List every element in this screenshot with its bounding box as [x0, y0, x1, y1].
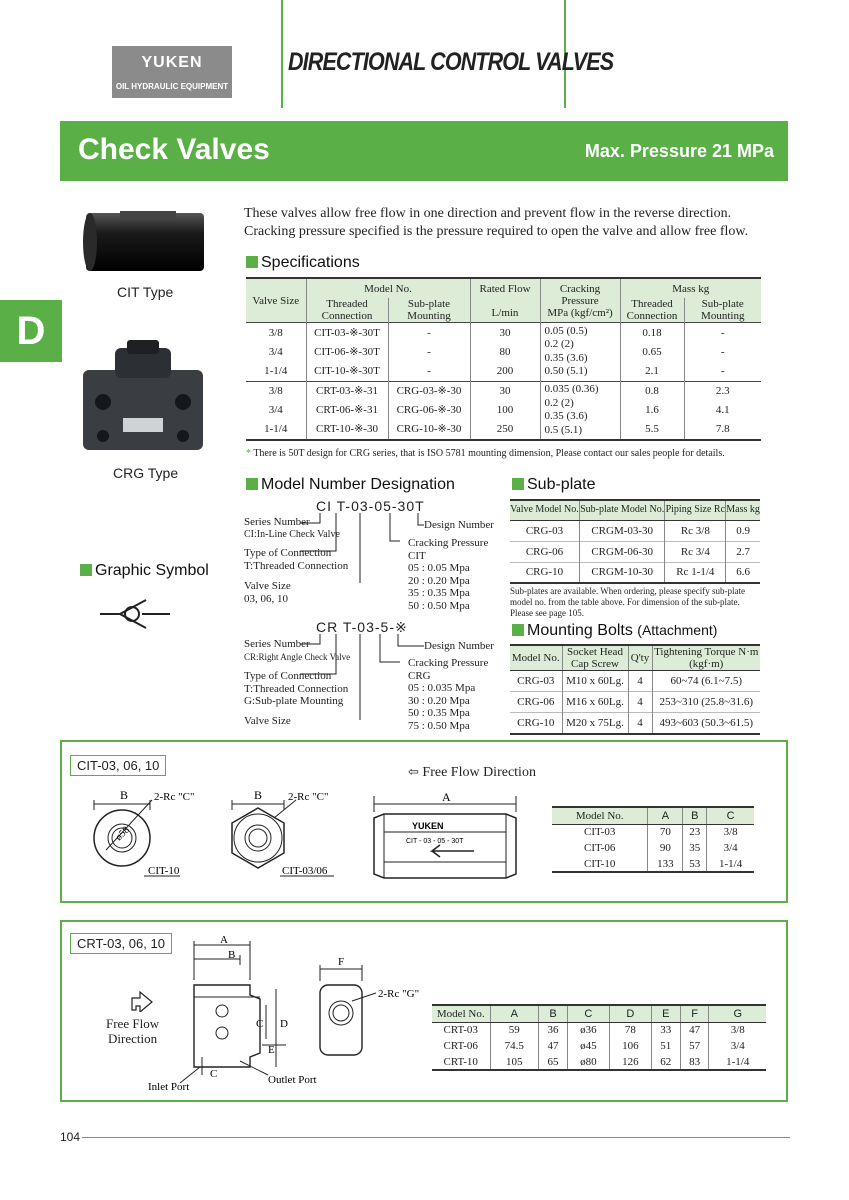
mounting-bolts-heading-text: Mounting Bolts — [527, 622, 633, 639]
cit-type-connection — [244, 547, 348, 572]
table-row — [510, 541, 760, 562]
cell: 1-1/4 — [709, 1054, 766, 1070]
label: CIT — [408, 549, 426, 562]
th-valve-model: Valve Model No. — [510, 500, 579, 520]
cell: 65 — [539, 1054, 568, 1070]
th-cracking-pressure — [540, 278, 620, 323]
heading-square-icon — [512, 624, 524, 636]
dim-a: A — [220, 935, 228, 946]
cell: 74.5 — [490, 1038, 539, 1054]
table-row — [432, 1022, 766, 1038]
cell: CRT-03 — [443, 1024, 478, 1037]
cell: 1-1/4 — [707, 856, 754, 872]
cell-mass-subplate: - — [684, 323, 761, 343]
table-row — [246, 342, 761, 362]
label: 50 : 0.35 Mpa — [408, 707, 470, 719]
cell: 51 — [651, 1038, 680, 1054]
cell: 62 — [651, 1054, 680, 1070]
dim-b-label: B — [120, 790, 129, 802]
dim-d: D — [280, 1018, 288, 1030]
cell-mass-threaded: 0.65 — [620, 342, 684, 362]
rc-g-label: 2-Rc "G" — [378, 988, 420, 1000]
cell: M16 x 60Lg. — [562, 692, 628, 713]
cell-mass-threaded: 1.6 — [620, 401, 684, 421]
th-qty: Q'ty — [628, 645, 652, 671]
cell: 83 — [680, 1054, 709, 1070]
body-brand: YUKEN — [412, 821, 444, 831]
cell-mass-subplate: - — [684, 362, 761, 382]
cell-flow: 30 — [470, 381, 540, 401]
crt-series-number — [244, 638, 350, 663]
label: Cracking Pressure — [408, 657, 489, 669]
mounting-bolts-heading — [512, 622, 717, 640]
label: Direction — [108, 1031, 158, 1046]
cracking-value: 0.05 (0.5) — [544, 324, 588, 337]
cell: Rc 3/8 — [665, 520, 726, 541]
cell: CIT-10 — [584, 857, 616, 870]
cell-mass-threaded: 0.18 — [620, 323, 684, 343]
th-rated-flow — [470, 278, 540, 323]
cell: 60~74 (6.1~7.5) — [652, 671, 760, 692]
cell-flow: 30 — [470, 323, 540, 343]
cit-type-caption: CIT Type — [117, 284, 174, 300]
label: Cracking Pressure — [408, 537, 489, 549]
cell: 47 — [539, 1038, 568, 1054]
cell-subplate: - — [388, 362, 470, 382]
table-row — [552, 856, 754, 872]
th-model-no: Model No. — [510, 645, 562, 671]
cit-end-views-drawing — [84, 790, 364, 885]
cracking-value: 0.35 (3.6) — [544, 410, 588, 422]
cell-size: 3/8 — [246, 323, 306, 343]
model-number-heading — [246, 476, 455, 494]
cell: 3/8 — [707, 824, 754, 840]
cell: 3/4 — [709, 1038, 766, 1054]
table-row — [246, 362, 761, 382]
cell-size: 3/4 — [268, 404, 283, 417]
cell-flow: 100 — [470, 401, 540, 421]
cell: CRT-10 — [443, 1055, 478, 1068]
cell-cracking-cit — [540, 323, 620, 382]
subplate-note: Sub-plates are available. When ordering, please specify sub-plate model no. from the table above. For dimension of the sub-plate. Please see page 105. — [510, 586, 745, 618]
th-piping-size: Piping Size Rc — [665, 500, 726, 520]
cell-flow: 250 — [470, 420, 540, 440]
cell-size: 1-1/4 — [264, 423, 288, 436]
dim-a-label: A — [442, 790, 451, 804]
cell: 78 — [609, 1022, 651, 1038]
cell: CIT-06 — [584, 842, 616, 854]
rc-c-label: 2-Rc "C" — [154, 791, 195, 803]
subplate-heading-text: Sub-plate — [527, 476, 596, 493]
cell: ø45 — [567, 1038, 609, 1054]
cell: 59 — [490, 1022, 539, 1038]
label: Type of Connection — [244, 670, 332, 682]
cracking-value: 0.2 (2) — [544, 396, 574, 409]
check-valve-symbol-icon — [100, 596, 170, 632]
th-c: C — [707, 807, 754, 824]
crg-type-caption: CRG Type — [113, 465, 179, 481]
th-cracking-unit: MPa (kgf/cm²) — [547, 306, 613, 319]
label: Valve Size — [244, 580, 291, 592]
label: Type of Connection — [244, 547, 332, 559]
cell: 4 — [628, 713, 652, 734]
subplate-heading — [512, 476, 596, 494]
cit-dimension-table — [552, 806, 754, 873]
cell: CRG-06 — [510, 692, 562, 713]
cell-size: 3/8 — [246, 381, 306, 401]
table-row — [510, 562, 760, 583]
table-row — [246, 401, 761, 421]
cell: 33 — [651, 1022, 680, 1038]
header-divider-left — [281, 0, 283, 108]
max-pressure: Max. Pressure 21 MPa — [584, 141, 774, 161]
cell: CRG-03 — [510, 520, 579, 541]
cell-subplate: - — [388, 342, 470, 362]
label: 05 : 0.035 Mpa — [408, 682, 476, 694]
th-f: F — [680, 1005, 709, 1022]
subplate-table — [510, 499, 760, 584]
cracking-value: 0.035 (0.36) — [544, 383, 599, 395]
cell: CRT-06 — [443, 1040, 478, 1052]
th-mass-threaded: Threaded Connection — [620, 298, 684, 323]
mounting-bolts-table — [510, 644, 760, 735]
specifications-heading — [246, 254, 360, 272]
cell: 493~603 (50.3~61.5) — [652, 713, 760, 734]
chapter-tab: D — [0, 300, 62, 362]
label: 03, 06, 10 — [244, 592, 288, 605]
cell-threaded: CRT-10-※-30 — [306, 420, 388, 440]
cell: ø80 — [567, 1054, 609, 1070]
dim-b: B — [228, 949, 236, 961]
cell-mass-threaded: 0.8 — [620, 381, 684, 401]
cell-mass-subplate: 4.1 — [684, 401, 761, 421]
cell: 36 — [539, 1022, 568, 1038]
cell-threaded: CRT-03-※-31 — [306, 381, 388, 401]
heading-square-icon — [80, 564, 92, 576]
cell-threaded: CIT-03-※-30T — [306, 323, 388, 343]
th-a: A — [648, 807, 683, 824]
label: CRG — [408, 669, 431, 682]
crt-box-label: CRT-03, 06, 10 — [70, 933, 172, 954]
th-threaded: Threaded Connection — [306, 298, 388, 323]
model-number-heading-text: Model Number Designation — [261, 476, 455, 493]
heading-square-icon — [246, 256, 258, 268]
th-a: A — [490, 1005, 539, 1022]
cell: 0.9 — [726, 520, 760, 541]
th-valve-size: Valve Size — [246, 278, 306, 323]
cell: 6.6 — [726, 562, 760, 583]
cell: 106 — [609, 1038, 651, 1054]
cell: ø36 — [567, 1022, 609, 1038]
label: Series Number — [244, 638, 310, 650]
th-d: D — [609, 1005, 651, 1022]
cit-free-flow — [408, 764, 536, 781]
th-b: B — [683, 807, 707, 824]
cell: 3/4 — [707, 840, 754, 856]
crt-type-connection — [244, 670, 348, 708]
table-row — [510, 671, 760, 692]
graphic-symbol-heading-text: Graphic Symbol — [95, 562, 209, 579]
table-row — [510, 692, 760, 713]
cell-mass-subplate: 7.8 — [684, 420, 761, 440]
table-row — [246, 381, 761, 401]
label: 50 : 0.50 Mpa — [408, 599, 470, 612]
specifications-table — [246, 277, 761, 441]
cell-mass-threaded: 5.5 — [620, 420, 684, 440]
cell: CRGM-03-30 — [579, 520, 665, 541]
th-socket-head: Socket Head Cap Screw — [562, 645, 628, 671]
footer-rule — [82, 1137, 790, 1138]
cell: M10 x 60Lg. — [562, 671, 628, 692]
label: 05 : 0.05 Mpa — [408, 562, 470, 574]
th-model-no: Model No. — [306, 278, 470, 298]
cell: 4 — [628, 692, 652, 713]
note-text: There is 50T design for CRG series, that is ISO 5781 mounting dimension, Please contact our sales people for details. — [253, 448, 725, 459]
th-subplate-model: Sub-plate Model No. — [579, 500, 665, 520]
page-title: Check Valves — [78, 133, 270, 166]
label: 75 : 0.50 Mpa — [408, 719, 470, 732]
cell: 3/8 — [709, 1022, 766, 1038]
cell-cracking-crt — [540, 381, 620, 440]
cit-design-number: Design Number — [424, 519, 494, 531]
cell-mass-threaded: 2.1 — [620, 362, 684, 382]
label: CI:In-Line Check Valve — [244, 528, 340, 540]
cell-flow: 200 — [470, 362, 540, 382]
intro-text: These valves allow free flow in one direction and prevent flow in the reverse direction. Cracking pressure specified is the pressure required to open the valve and allow free flow. — [244, 206, 749, 239]
cell: CIT-03 — [584, 826, 616, 839]
free-flow-text: Free Flow Direction — [422, 765, 536, 780]
cell: CRGM-06-30 — [579, 541, 665, 562]
th-c: C — [567, 1005, 609, 1022]
note-star: * — [246, 448, 251, 459]
cell: 2.7 — [726, 541, 760, 562]
cell: 53 — [683, 856, 707, 872]
table-row — [432, 1038, 766, 1054]
th-rated-flow-label: Rated Flow — [479, 282, 531, 295]
th-b: B — [539, 1005, 568, 1022]
cit-series-number — [244, 516, 340, 541]
dim-f: F — [338, 956, 345, 968]
crt-dimension-table — [432, 1004, 766, 1071]
cell: 133 — [648, 856, 683, 872]
cell-mass-subplate: - — [684, 342, 761, 362]
cell: 23 — [683, 824, 707, 840]
inlet-port-label: Inlet Port — [148, 1081, 190, 1093]
cell-subplate: CRG-06-※-30 — [388, 401, 470, 421]
logo-subtitle: OIL HYDRAULIC EQUIPMENT — [115, 82, 229, 91]
cell: 126 — [609, 1054, 651, 1070]
cit-valve-size — [244, 580, 291, 605]
th-model-no: Model No. — [432, 1005, 490, 1022]
cell-subplate: CRG-03-※-30 — [388, 381, 470, 401]
cell: 57 — [680, 1038, 709, 1054]
cracking-value: 0.50 (5.1) — [544, 365, 588, 378]
label: 35 : 0.35 Mpa — [408, 587, 470, 599]
crt-design-number: Design Number — [424, 640, 494, 652]
cit-valve-image — [80, 205, 210, 280]
label: T:Threaded Connection — [244, 559, 349, 572]
th-g: G — [709, 1005, 766, 1022]
cell: 90 — [648, 840, 683, 856]
cell: M20 x 75Lg. — [562, 713, 628, 734]
table-row — [510, 520, 760, 541]
cell-threaded: CRT-06-※-31 — [306, 401, 388, 421]
cell: 4 — [628, 671, 652, 692]
label: T:Threaded Connection — [244, 682, 349, 695]
cell-mass-subplate: 2.3 — [684, 381, 761, 401]
dim-e: E — [268, 1044, 275, 1056]
dia-label: ø58 — [113, 824, 132, 843]
cell-subplate: CRG-10-※-30 — [388, 420, 470, 440]
heading-square-icon — [246, 478, 258, 490]
label: G:Sub-plate Mounting — [244, 695, 344, 707]
mounting-bolts-subheading: (Attachment) — [637, 622, 718, 638]
crt-valve-size: Valve Size — [244, 715, 291, 727]
cell: 35 — [683, 840, 707, 856]
table-row — [432, 1054, 766, 1070]
cell-size: 1-1/4 — [264, 365, 288, 377]
th-model-no: Model No. — [552, 807, 648, 824]
th-subplate: Sub-plate Mounting — [388, 298, 470, 323]
cell: CRG-10 — [510, 713, 562, 734]
section-title: DIRECTIONAL CONTROL VALVES — [288, 48, 614, 76]
table-row — [552, 840, 754, 856]
cell: 105 — [490, 1054, 539, 1070]
th-e: E — [651, 1005, 680, 1022]
dim-c-bottom: C — [210, 1068, 218, 1080]
cell: Rc 1-1/4 — [665, 562, 726, 583]
crt-model-code: CR T-03-5-※ — [316, 619, 408, 635]
dim-c: C — [256, 1018, 264, 1030]
table-row — [246, 323, 761, 343]
outlet-port-label: Outlet Port — [268, 1074, 317, 1086]
cell: CRGM-10-30 — [579, 562, 665, 583]
page-banner — [60, 121, 788, 181]
cracking-value: 0.2 (2) — [544, 338, 574, 351]
page-number: 104 — [60, 1130, 81, 1144]
cit-side-view-drawing — [370, 790, 520, 885]
specifications-note — [246, 448, 725, 460]
cit0306-caption: CIT-03/06 — [282, 865, 328, 877]
cell: 253~310 (25.8~31.6) — [652, 692, 760, 713]
th-rated-flow-unit: L/min — [491, 306, 519, 319]
th-torque: Tightening Torque N·m (kgf·m) — [652, 645, 760, 671]
table-row — [552, 824, 754, 840]
heading-square-icon — [512, 478, 524, 490]
yuken-logo — [112, 46, 232, 98]
cell: CRG-06 — [510, 541, 579, 562]
cell-flow: 80 — [470, 342, 540, 362]
cit-cracking-pressure — [408, 537, 488, 612]
label: Series Number — [244, 516, 310, 528]
specifications-heading-text: Specifications — [261, 254, 360, 271]
table-row — [246, 420, 761, 440]
label: CR:Right Angle Check Valve — [244, 651, 351, 662]
table-row — [510, 713, 760, 734]
cracking-value: 0.35 (3.6) — [544, 351, 588, 364]
cell: CRG-03 — [510, 671, 562, 692]
th-mass: Mass kg — [620, 278, 761, 298]
graphic-symbol-heading — [80, 562, 209, 580]
logo-brand: YUKEN — [141, 54, 203, 71]
label: Free Flow — [106, 1016, 160, 1031]
cell-subplate: - — [388, 323, 470, 343]
cit10-caption: CIT-10 — [148, 865, 180, 877]
th-cracking-label: Cracking Pressure — [559, 282, 601, 307]
rc-c-label: 2-Rc "C" — [288, 791, 329, 803]
cracking-value: 0.5 (5.1) — [544, 423, 583, 436]
crt-cracking-pressure — [408, 657, 488, 732]
cell-threaded: CIT-06-※-30T — [306, 342, 388, 362]
th-mass: Mass kg — [726, 500, 760, 520]
body-code: CIT - 03 - 05 - 30T — [406, 838, 464, 845]
cell-threaded: CIT-10-※-30T — [306, 362, 388, 382]
cell-size: 3/4 — [268, 345, 283, 358]
cell: 47 — [680, 1022, 709, 1038]
cell: 70 — [648, 824, 683, 840]
cell: Rc 3/4 — [665, 541, 726, 562]
th-mass-subplate: Sub-plate Mounting — [684, 298, 761, 323]
dim-b-label: B — [254, 790, 263, 802]
crg-valve-image — [75, 340, 210, 455]
cit-box-label: CIT-03, 06, 10 — [70, 755, 166, 776]
label: 30 : 0.20 Mpa — [408, 694, 470, 707]
crt-drawing — [140, 935, 440, 1095]
label: 20 : 0.20 Mpa — [408, 574, 470, 587]
cit-model-code: CI T-03-05-30T — [316, 498, 425, 514]
arrow-left-icon: ⇦ — [408, 764, 419, 779]
cell: CRG-10 — [510, 562, 579, 583]
